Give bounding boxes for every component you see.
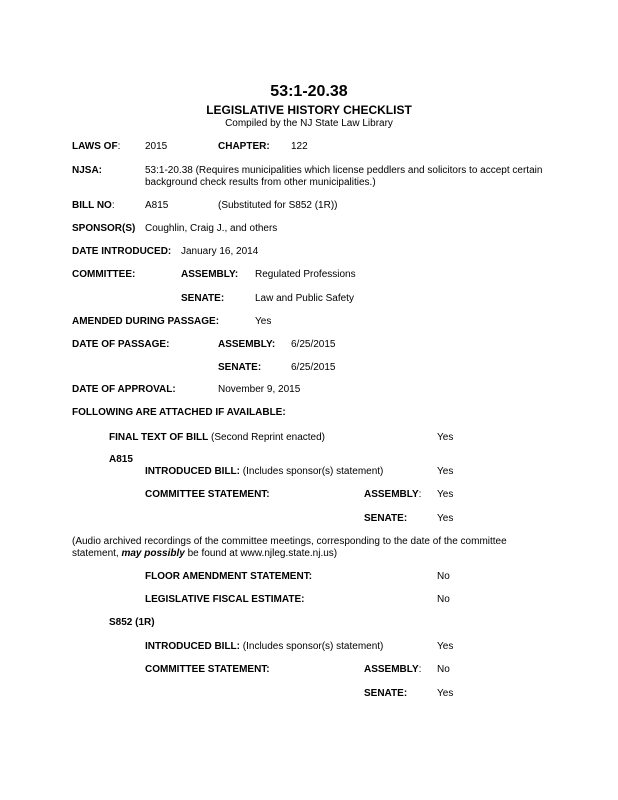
a815-assembly-label: ASSEMBLY: [364,489,422,500]
amended-value: Yes [255,316,272,327]
s852-committee-label: COMMITTEE STATEMENT: [145,664,270,675]
date-of-approval-label: DATE OF APPROVAL: [72,384,176,395]
committee-assembly-label: ASSEMBLY: [181,269,239,280]
a815-committee-label: COMMITTEE STATEMENT: [145,489,270,500]
committee-senate-label: SENATE: [181,293,225,304]
s852-assembly-label: ASSEMBLY: [364,664,422,675]
a815-assembly-value: Yes [437,489,454,500]
committee-assembly-value: Regulated Professions [255,269,356,280]
bill-no-label: BILL NO: [72,200,115,211]
laws-of-label: LAWS OF: [72,141,121,152]
njsa-line-1: 53:1-20.38 (Requires municipalities which license peddlers and solicitors to accept certain [145,165,543,176]
floor-amendment-label: FLOOR AMENDMENT STATEMENT: [145,571,313,582]
passage-senate-value: 6/25/2015 [291,362,336,373]
bill-no-value: A815 [145,200,169,211]
a815-introduced-value: Yes [437,466,454,477]
s852-senate-label: SENATE: [364,688,408,699]
floor-amendment-value: No [437,571,450,582]
attached-heading: FOLLOWING ARE ATTACHED IF AVAILABLE: [72,407,286,418]
s852-assembly-value: No [437,664,450,675]
chapter-number: 122 [291,141,308,152]
a815-senate-label: SENATE: [364,513,408,524]
laws-of-year: 2015 [145,141,168,152]
date-introduced-value: January 16, 2014 [181,246,259,257]
sponsors-value: Coughlin, Craig J., and others [145,223,278,234]
substituted-for: (Substituted for S852 (1R)) [218,200,338,211]
date-of-passage-label: DATE OF PASSAGE: [72,339,170,350]
passage-assembly-value: 6/25/2015 [291,339,336,350]
audio-note-line-2: statement, may possibly be found at www.njleg.state.nj.us) [72,548,338,559]
fiscal-estimate-label: LEGISLATIVE FISCAL ESTIMATE: [145,594,305,605]
passage-assembly-label: ASSEMBLY: [218,339,276,350]
s852-label: S852 (1R) [109,617,155,628]
audio-note-line-1: (Audio archived recordings of the committee meetings, corresponding to the date of the committee [72,536,507,547]
passage-senate-label: SENATE: [218,362,262,373]
njsa-line-2: background check results from other municipalities.) [145,177,376,188]
a815-label: A815 [109,454,133,465]
chapter-label: CHAPTER: [218,141,270,152]
fiscal-estimate-value: No [437,594,450,605]
final-text-value: Yes [437,432,454,443]
date-introduced-label: DATE INTRODUCED: [72,246,172,257]
s852-senate-value: Yes [437,688,454,699]
njsa-label: NJSA: [72,165,103,176]
a815-introduced-label: INTRODUCED BILL: (Includes sponsor(s) statement) [145,466,384,477]
page-title: LEGISLATIVE HISTORY CHECKLIST [206,103,412,117]
compiled-by: Compiled by the NJ State Law Library [225,118,393,129]
final-text-label: FINAL TEXT OF BILL (Second Reprint enacted) [109,432,325,443]
a815-senate-value: Yes [437,513,454,524]
sponsors-label: SPONSOR(S) [72,223,136,234]
s852-introduced-value: Yes [437,641,454,652]
committee-label: COMMITTEE: [72,269,136,280]
s852-introduced-label: INTRODUCED BILL: (Includes sponsor(s) statement) [145,641,384,652]
committee-senate-value: Law and Public Safety [255,293,354,304]
amended-label: AMENDED DURING PASSAGE: [72,316,220,327]
date-of-approval-value: November 9, 2015 [218,384,301,395]
statute-number: 53:1-20.38 [270,83,348,100]
